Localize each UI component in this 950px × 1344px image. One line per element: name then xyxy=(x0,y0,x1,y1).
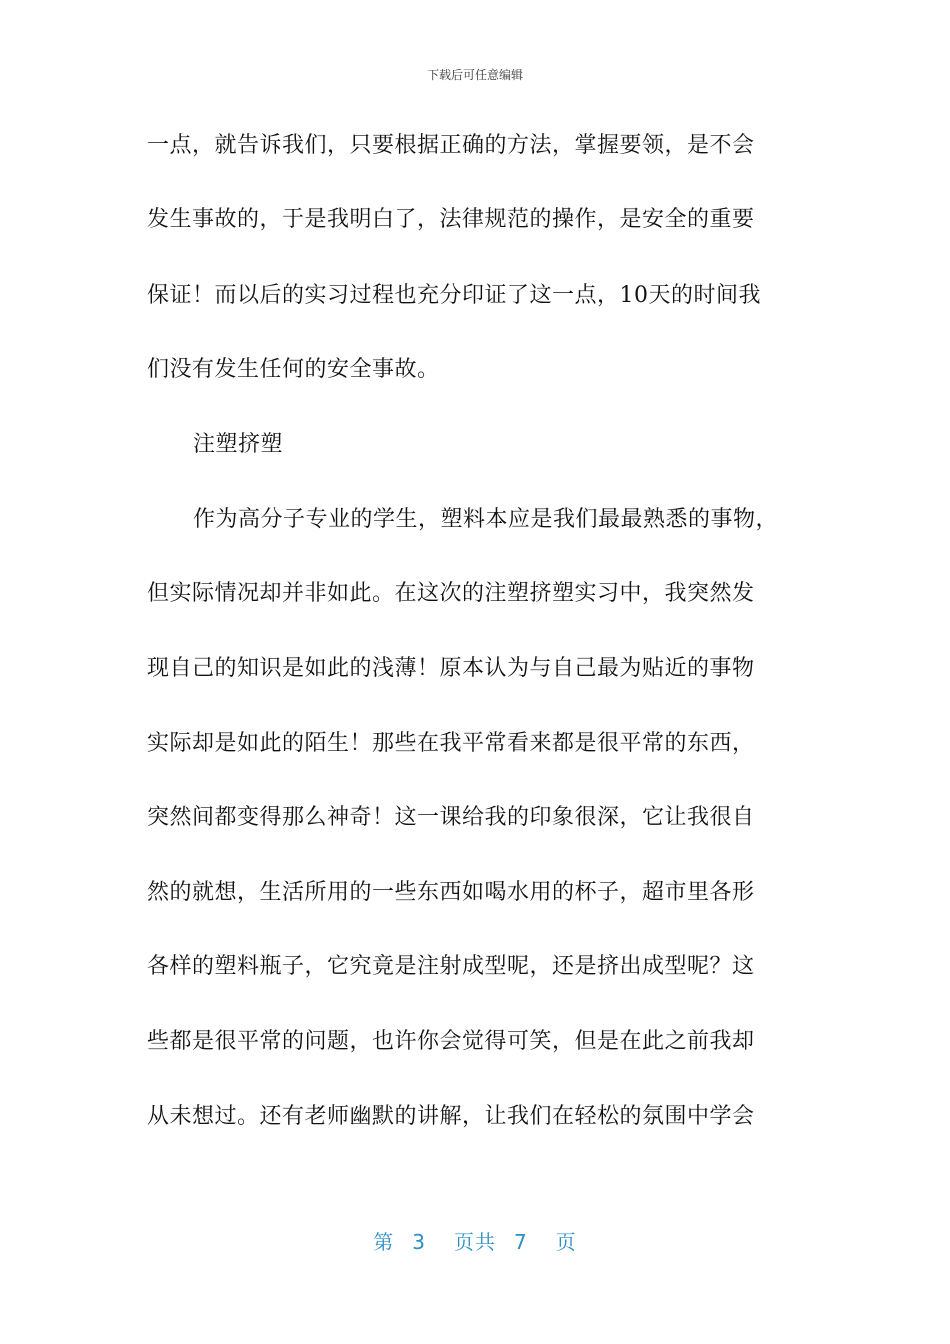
body-line: 从未想过。还有老师幽默的讲解，让我们在轻松的氛围中学会 xyxy=(147,1104,755,1129)
footer-middle: 页共 xyxy=(454,1230,496,1254)
body-line: 保证！而以后的实习过程也充分印证了这一点，10天的时间我 xyxy=(147,283,761,308)
body-line: 但实际情况却并非如此。在这次的注塑挤塑实习中，我突然发 xyxy=(147,581,755,606)
body-line: 现自己的知识是如此的浅薄！原本认为与自己最为贴近的事物 xyxy=(147,656,755,681)
page-footer xyxy=(0,1226,950,1255)
body-line: 各样的塑料瓶子，它究竟是注射成型呢，还是挤出成型呢？这 xyxy=(147,954,755,979)
current-page-number: 3 xyxy=(412,1230,426,1254)
body-line: 发生事故的，于是我明白了，法律规范的操作，是安全的重要 xyxy=(147,207,755,232)
body-line: 一点，就告诉我们，只要根据正确的方法，掌握要领，是不会 xyxy=(147,133,755,158)
body-line: 们没有发生任何的安全事故。 xyxy=(147,357,440,382)
body-line: 些都是很平常的问题，也许你会觉得可笑，但是在此之前我却 xyxy=(147,1029,755,1054)
body-line: 然的就想，生活所用的一些东西如喝水用的杯子，超市里各形 xyxy=(147,880,755,905)
section-heading: 注塑挤塑 xyxy=(193,432,284,457)
footer-suffix: 页 xyxy=(555,1230,577,1254)
total-pages-number: 7 xyxy=(514,1230,528,1254)
body-line: 实际却是如此的陌生！那些在我平常看来都是很平常的东西， xyxy=(147,731,755,756)
footer-prefix: 第 xyxy=(373,1230,395,1254)
body-line: 作为高分子专业的学生，塑料本应是我们最最熟悉的事物， xyxy=(193,507,779,532)
body-line: 突然间都变得那么神奇！这一课给我的印象很深，它让我很自 xyxy=(147,805,755,830)
page-header: 下载后可任意编辑 xyxy=(426,68,523,82)
